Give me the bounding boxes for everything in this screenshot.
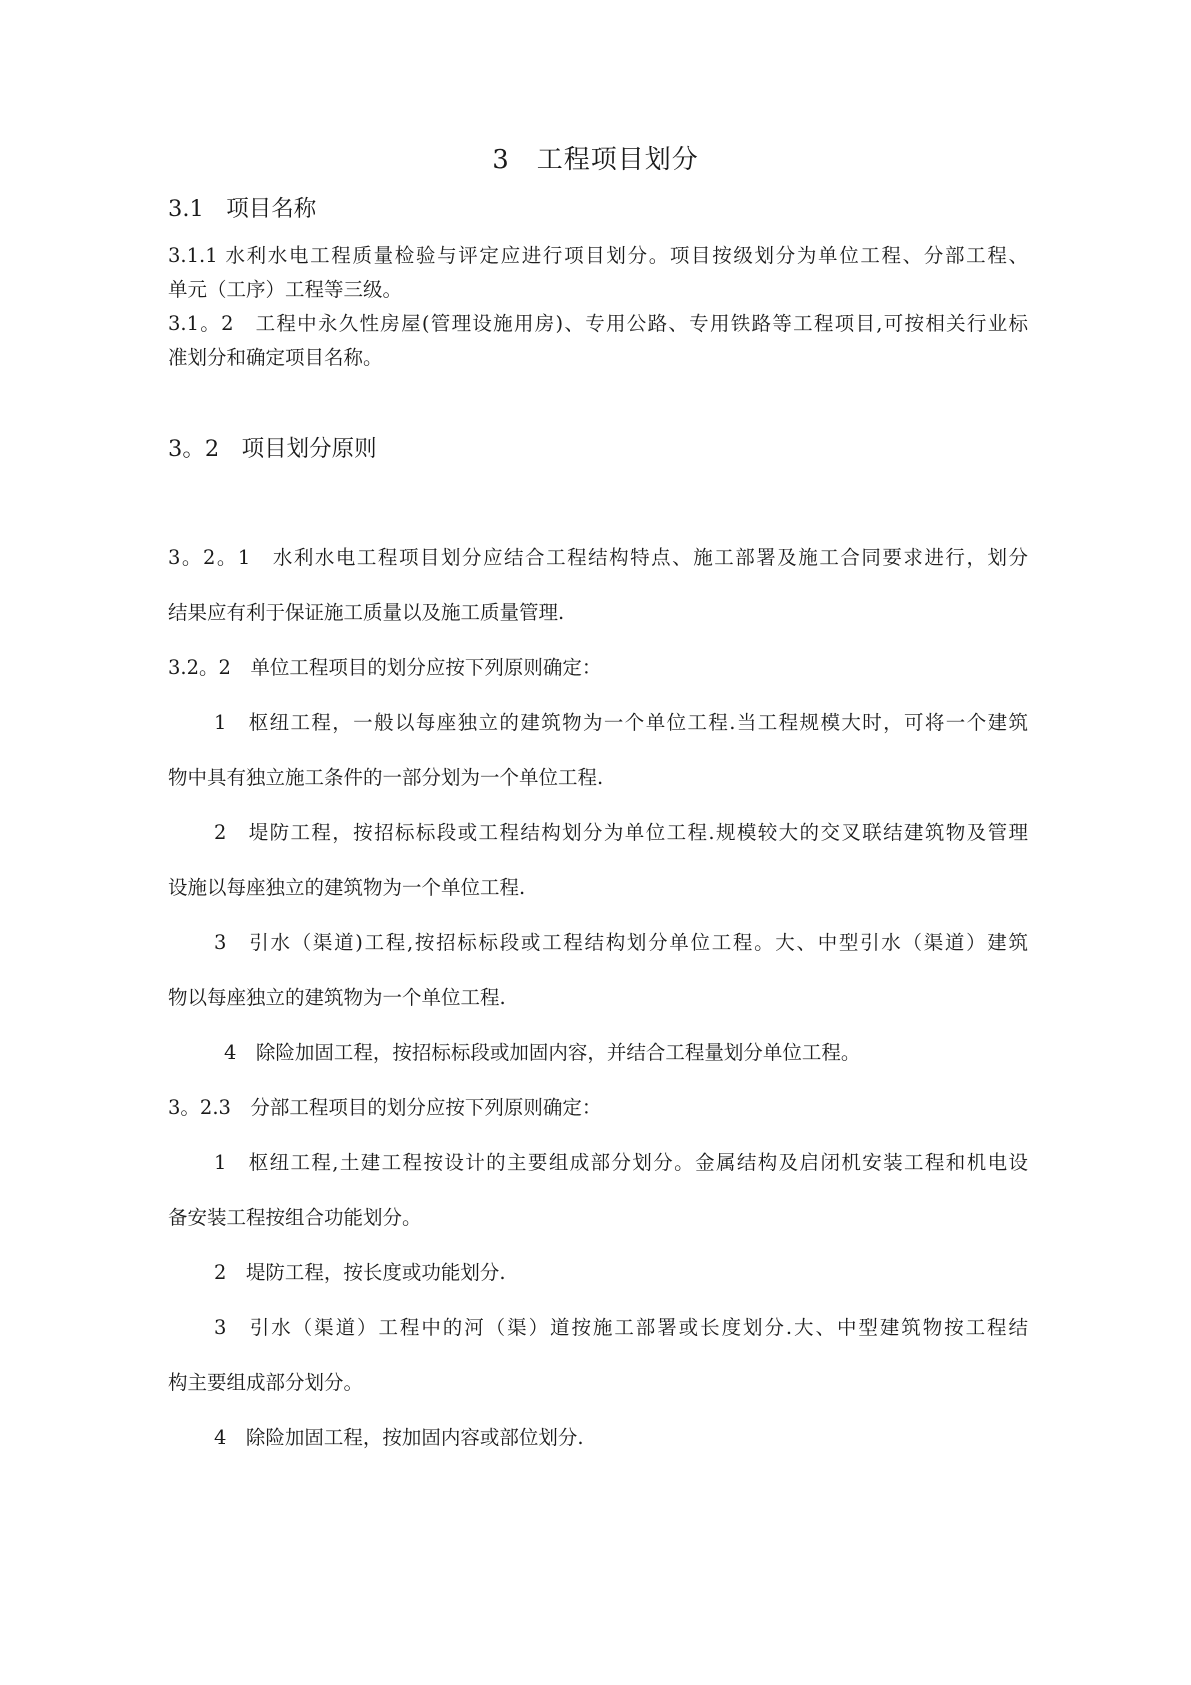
clause-3-2-3-heading: 3。2.3 分部工程项目的划分应按下列原则确定： (168, 1096, 602, 1119)
clause-3-2-2-item-3-line-2: 物以每座独立的建筑物为一个单位工程. (168, 986, 506, 1009)
clause-3-2-1-line-2: 结果应有利于保证施工质量以及施工质量管理. (168, 601, 565, 624)
clause-3-2-2-heading: 3.2。2 单位工程项目的划分应按下列原则确定： (168, 656, 602, 679)
clause-3-1-1-line-1: 3.1.1 水利水电工程质量检验与评定应进行项目划分。项目按级划分为单位工程、分部工程、 (168, 244, 1028, 267)
section-3-2-heading: 3。2 项目划分原则 (168, 436, 377, 462)
clause-3-2-2-item-1-line-2: 物中具有独立施工条件的一部分划为一个单位工程. (168, 766, 604, 789)
clause-3-2-3-item-4: 4 除险加固工程，按加固内容或部位划分. (214, 1426, 584, 1449)
chapter-title: 3 工程项目划分 (492, 145, 699, 175)
clause-3-1-2-line-2: 准划分和确定项目名称。 (168, 346, 383, 369)
clause-3-2-2-item-1-line-1: 1 枢纽工程，一般以每座独立的建筑物为一个单位工程.当工程规模大时，可将一个建筑 (214, 711, 1028, 734)
clause-3-2-2-item-2-line-1: 2 堤防工程，按招标标段或工程结构划分为单位工程.规模较大的交叉联结建筑物及管理 (214, 821, 1028, 844)
clause-3-2-3-item-2: 2 堤防工程，按长度或功能划分. (214, 1261, 506, 1284)
clause-3-1-2-line-1: 3.1。2 工程中永久性房屋(管理设施用房)、专用公路、专用铁路等工程项目,可按相关行业标 (168, 312, 1028, 335)
clause-3-2-2-item-2-line-2: 设施以每座独立的建筑物为一个单位工程. (168, 876, 526, 899)
clause-3-1-1-line-2: 单元（工序）工程等三级。 (168, 278, 403, 301)
clause-3-2-3-item-3-line-1: 3 引水（渠道）工程中的河（渠）道按施工部署或长度划分.大、中型建筑物按工程结 (214, 1316, 1028, 1339)
clause-3-2-2-item-4: 4 除险加固工程，按招标标段或加固内容，并结合工程量划分单位工程。 (224, 1041, 861, 1064)
section-3-1-heading: 3.1 项目名称 (168, 196, 317, 222)
clause-3-2-1-line-1: 3。2。1 水利水电工程项目划分应结合工程结构特点、施工部署及施工合同要求进行，划分 (168, 546, 1028, 569)
clause-3-2-3-item-3-line-2: 构主要组成部分划分。 (168, 1371, 364, 1394)
clause-3-2-3-item-1-line-2: 备安装工程按组合功能划分。 (168, 1206, 422, 1229)
clause-3-2-3-item-1-line-1: 1 枢纽工程,土建工程按设计的主要组成部分划分。金属结构及启闭机安装工程和机电设 (214, 1151, 1028, 1174)
clause-3-2-2-item-3-line-1: 3 引水（渠道)工程,按招标标段或工程结构划分单位工程。大、中型引水（渠道）建筑 (214, 931, 1028, 954)
